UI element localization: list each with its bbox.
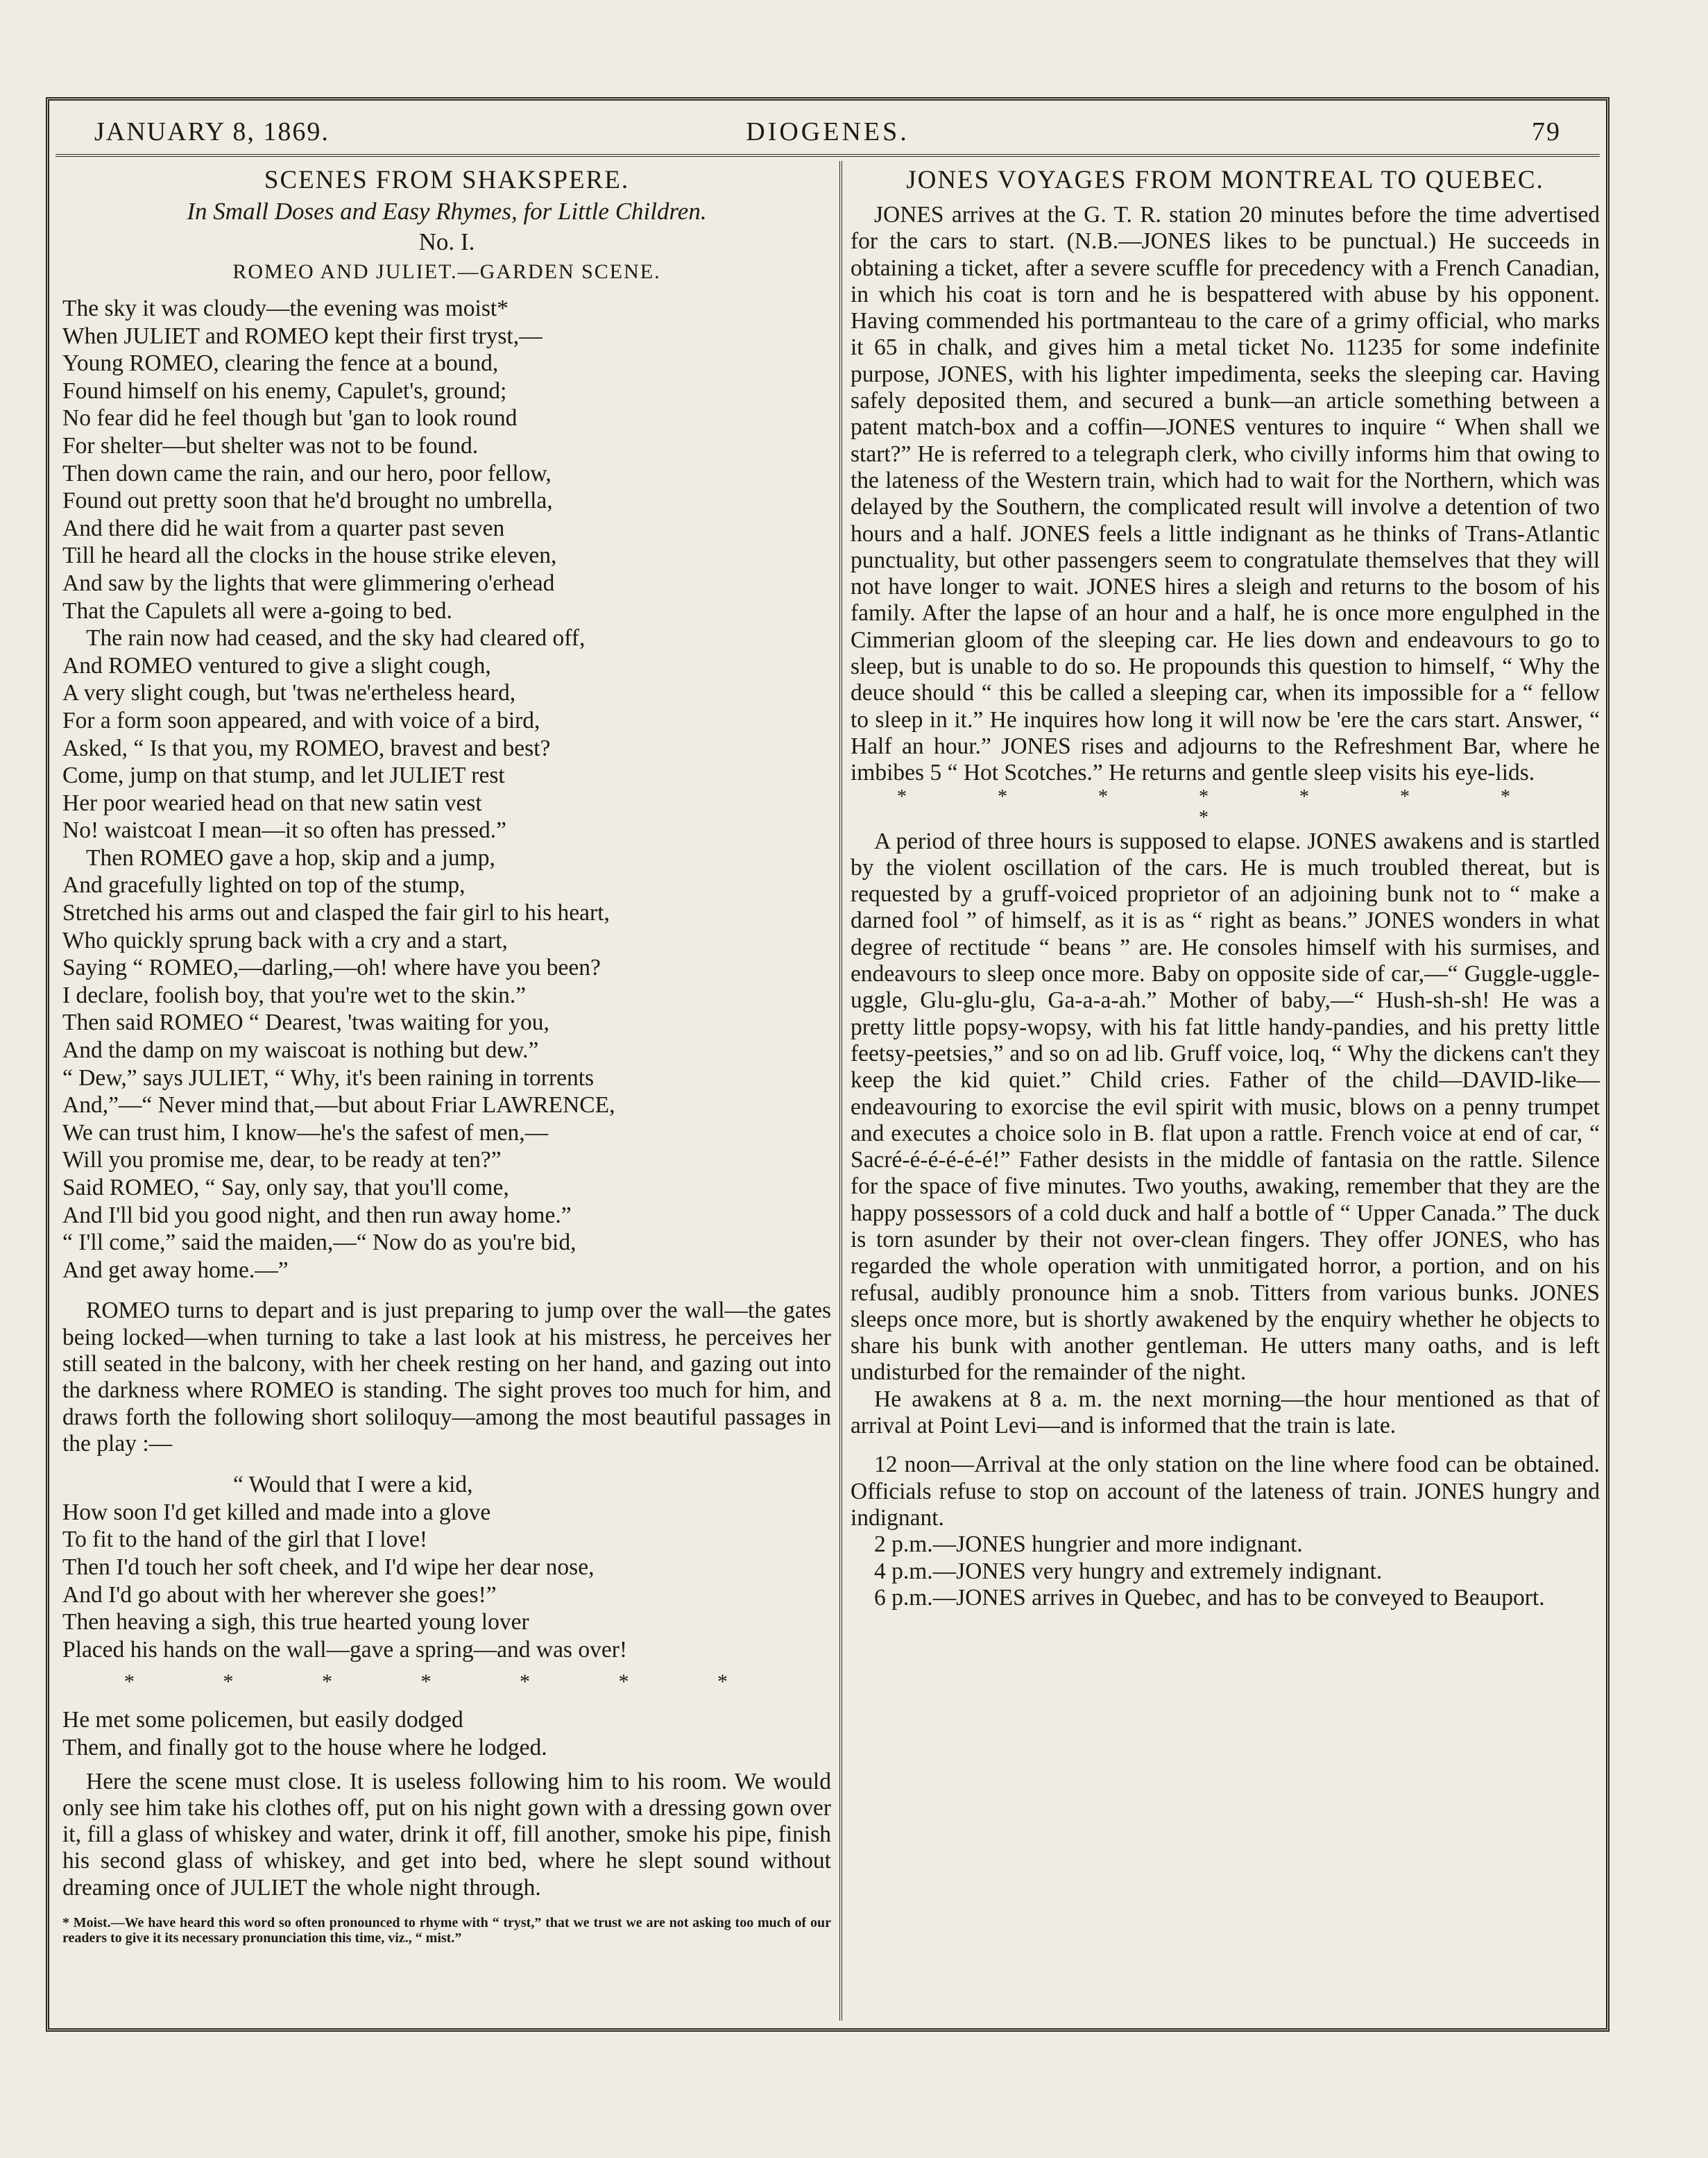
poem-line: “ Dew,” says JULIET, “ Why, it's been raining in torrents	[62, 1064, 595, 1091]
issue-date: JANUARY 8, 1869.	[94, 117, 330, 146]
poem-line: Till he heard all the clocks in the house strike eleven,	[62, 543, 557, 569]
poem-line: A very slight cough, but 'twas ne'ertheless heard,	[62, 680, 516, 706]
publication-title: DIOGENES.	[746, 117, 909, 146]
paragraph: 12 noon—Arrival at the only station on the line where food can be obtained. Officials refuse to stop on account of the lateness of train. JONES hungry and indignant.	[851, 1452, 1600, 1531]
poem-line: “ I'll come,” said the maiden,—“ Now do as you're bid,	[62, 1230, 577, 1256]
right-column	[851, 165, 1600, 1611]
poem-line: No fear did he feel though but 'gan to look round	[62, 405, 518, 432]
article-heading: JONES VOYAGES FROM MONTREAL TO QUEBEC.	[906, 166, 1544, 194]
poem-line: He met some policemen, but easily dodged	[62, 1707, 463, 1733]
poem-line: Then heaving a sigh, this true hearted young lover	[62, 1609, 529, 1636]
poem-line: Placed his hands on the wall—gave a spring—and was over!	[62, 1636, 628, 1663]
paragraph: 2 p.m.—JONES hungrier and more indignant.	[874, 1531, 1303, 1558]
closing-paragraph: Here the scene must close. It is useless following him to his room. We would only see him take his clothes off, put on his night gown with a dressing gown over it, fill a glass of whiskey and water, drink it off, fill another, smoke his pipe, finish his second glass of whiskey, and get into bed, where he slept sound without dreaming once of JULIET the whole night through.	[62, 1768, 831, 1901]
poem-line: And I'd go about with her wherever she goes!”	[62, 1581, 497, 1608]
scene-title: ROMEO AND JULIET.—GARDEN SCENE.	[232, 260, 661, 283]
paragraph: He awakens at 8 a. m. the next morning—the hour mentioned as that of arrival at Point Levi—and is informed that the train is late.	[851, 1386, 1600, 1439]
poem-line: When JULIET and ROMEO kept their first tryst,—	[62, 323, 543, 349]
column-divider	[839, 161, 842, 2021]
poem-line: Found out pretty soon that he'd brought no umbrella,	[62, 488, 553, 514]
poem-line: Young ROMEO, clearing the fence at a bound,	[62, 350, 499, 377]
footnote: * Moist.—We have heard this word so often pronounced to rhyme with “ tryst,” that we trust we are not asking too much of our readers to give it its necessary pronunciation this time, viz., “ mist.”	[62, 1914, 831, 1946]
poem-line: No! waistcoat I mean—it so often has pressed.”	[62, 817, 507, 844]
poem-line: Asked, “ Is that you, my ROMEO, bravest and best?	[62, 735, 551, 761]
poem-line: Then down came the rain, and our hero, poor fellow,	[62, 460, 552, 486]
poem-line: Then I'd touch her soft cheek, and I'd wipe her dear nose,	[62, 1554, 595, 1580]
poem-line: Found himself on his enemy, Capulet's, ground;	[62, 377, 507, 404]
poem-line: I declare, foolish boy, that you're wet to the skin.”	[62, 982, 527, 1008]
paragraph: JONES arrives at the G. T. R. station 20 minutes before the time advertised for the cars to start. (N.B.—JONES likes to be punctual.) He succeeds in obtaining a ticket, after a severe scuffle for precedency with a French Canadian, in which his coat is torn and he is bespattered with abuse by his opponent. Having commended his portmanteau to the care of a grimy official, who marks it 65 in chalk, and gives him a metal ticket No. 11235 for some indefinite purpose, JONES, with his lighter impedimenta, seeks the sleeping car. Having safely deposited them, and secured a bunk—an article something between a patent match-box and a coffin—JONES ventures to inquire “ When shall we start?” He is referred to a telegraph clerk, who civilly informs him that owing to the lateness of the Western train, which had to wait for the Northern, which was delayed by the Southern, the complicated result will involve a detention of two hours and a half. JONES feels a little indignant as he thinks of Trans-Atlantic punctuality, but other passengers seem to congratulate themselves that they will not have longer to wait. JONES hires a sleigh and returns to the bosom of his family. After the lapse of an hour and a half, he is once more engulphed in the Cimmerian gloom of the sleeping car. He lies down and endeavours to go to sleep, but is unable to do so. He propounds this question to himself, “ Why the deuce should “ this be called a sleeping car, when its impossible for a “ fellow to sleep in it.” He inquires how long it will now be 'ere the cars start. Answer, “ Half an hour.” JONES rises and adjourns to the Refreshment Bar, where he imbibes 5 “ Hot Scotches.” He returns and gentle sleep visits his eye-lids.	[851, 202, 1600, 786]
poem-line: And the damp on my waiscoat is nothing but dew.”	[62, 1037, 539, 1064]
article-heading: SCENES FROM SHAKSPERE.	[264, 166, 630, 194]
poem-line: Will you promise me, dear, to be ready at ten?”	[62, 1147, 502, 1173]
poem-line: And ROMEO ventured to give a slight cough,	[62, 652, 491, 679]
article-number: No. I.	[418, 228, 475, 255]
poem-line: “ Would that I were a kid,	[233, 1472, 473, 1498]
poem-line: Then said ROMEO “ Dearest, 'twas waiting for you,	[62, 1010, 549, 1036]
masthead	[55, 104, 1600, 157]
poem-line: Who quickly sprung back with a cry and a start,	[62, 927, 508, 953]
soliloquy-verse	[62, 1471, 831, 1663]
article-subheading: In Small Doses and Easy Rhymes, for Little Children.	[187, 198, 707, 225]
paragraph: 6 p.m.—JONES arrives in Quebec, and has to be conveyed to Beauport.	[874, 1584, 1545, 1611]
left-column	[62, 165, 831, 1946]
poem-line: Saying “ ROMEO,—darling,—oh! where have you been?	[62, 955, 601, 981]
page-number: 79	[1532, 117, 1561, 146]
poem-line: For shelter—but shelter was not to be found.	[62, 432, 479, 459]
poem-line: Them, and finally got to the house where he lodged.	[62, 1734, 547, 1760]
poem-line: The sky it was cloudy—the evening was moist*	[62, 296, 509, 321]
poem-line: And saw by the lights that were glimmering o'erhead	[62, 570, 555, 596]
poem-line: And get away home.—”	[62, 1257, 289, 1283]
poem-line: Said ROMEO, “ Say, only say, that you'll come,	[62, 1175, 509, 1200]
poem-line: And,”—“ Never mind that,—but about Friar LAWRENCE,	[62, 1092, 615, 1119]
paragraph: 4 p.m.—JONES very hungry and extremely indignant.	[874, 1558, 1383, 1584]
poem-line: And there did he wait from a quarter past seven	[62, 515, 505, 541]
poem-line: And I'll bid you good night, and then run away home.”	[62, 1202, 572, 1228]
poem-line: We can trust him, I know—he's the safest of men,—	[62, 1119, 549, 1146]
poem-line: How soon I'd get killed and made into a glove	[62, 1499, 491, 1525]
poem-line: For a form soon appeared, and with voice of a bird,	[62, 707, 540, 733]
poem-verse-1	[62, 295, 831, 1284]
section-break-stars: * * * * * * *	[124, 1670, 769, 1694]
poem-line: And gracefully lighted on top of the stump,	[62, 872, 466, 899]
poem-line: To fit to the hand of the girl that I love!	[62, 1527, 428, 1553]
poem-verse-2	[62, 1706, 831, 1761]
paragraph: A period of three hours is supposed to elapse. JONES awakens and is startled by the violent oscillation of the cars. He is much troubled thereat, but is requested by a gruff-voiced proprietor of an adjoining bunk not to “ make a darned fool ” of himself, as it is as “ right as beans.” JONES wonders in what degree of rectitude “ beans ” are. He consoles himself with his surmises, and endeavours to sleep once more. Baby on opposite side of car,—“ Guggle-uggle-uggle, Glu-glu-glu, Ga-a-a-ah.” Mother of baby,—“ Hush-sh-sh! He was a pretty little popsy-wopsy, with his fat little handy-pandies, and his pretty little feetsy-peetsies,” and so on ad lib. Gruff voice, loq, “ Why the dickens can't they keep the kid quiet.” Child cries. Father of the child—DAVID-like—endeavouring to exorcise the evil spirit with music, blows on a penny trumpet and executes a choice solo in B. flat upon a rattle. French voice at end of car, “ Sacré-é-é-é-é-é!” Father desists in the middle of fantasia on the rattle. Silence for the space of five minutes. Two youths, awaking, remember that they are the happy possessors of a cold duck and half a bottle of “ Upper Canada.” The duck is torn asunder by their not over-clean fingers. They offer JONES, who has regarded the whole operation with unmitigated horror, a portion, and on his refusal, audibly pronounce him a snob. Titters from various bunks. JONES sleeps once more, but is shortly awakened by the enquiry whether he objects to share his bunk with another gentleman. He utters many oaths, and is left undisturbed for the remainder of the night.	[851, 828, 1600, 1386]
prose-paragraph: ROMEO turns to depart and is just preparing to jump over the wall—the gates being locked—when turning to take a last look at his mistress, he perceives her still seated in the balcony, with her cheek resting on her hand, and gazing out into the darkness where ROMEO is standing. The sight proves too much for him, and draws forth the following short soliloquy—among the most beautiful passages in the play :—	[62, 1298, 831, 1456]
poem-line: Come, jump on that stump, and let JULIET rest	[62, 763, 505, 789]
poem-line: Her poor wearied head on that new satin vest	[62, 790, 482, 816]
poem-line: The rain now had ceased, and the sky had cleared off,	[86, 625, 586, 652]
section-break-stars: * * * * * * * *	[897, 785, 1553, 829]
poem-line: Stretched his arms out and clasped the fair girl to his heart,	[62, 900, 610, 926]
poem-line: That the Capulets all were a-going to bed.	[62, 597, 452, 624]
poem-line: Then ROMEO gave a hop, skip and a jump,	[86, 844, 495, 871]
